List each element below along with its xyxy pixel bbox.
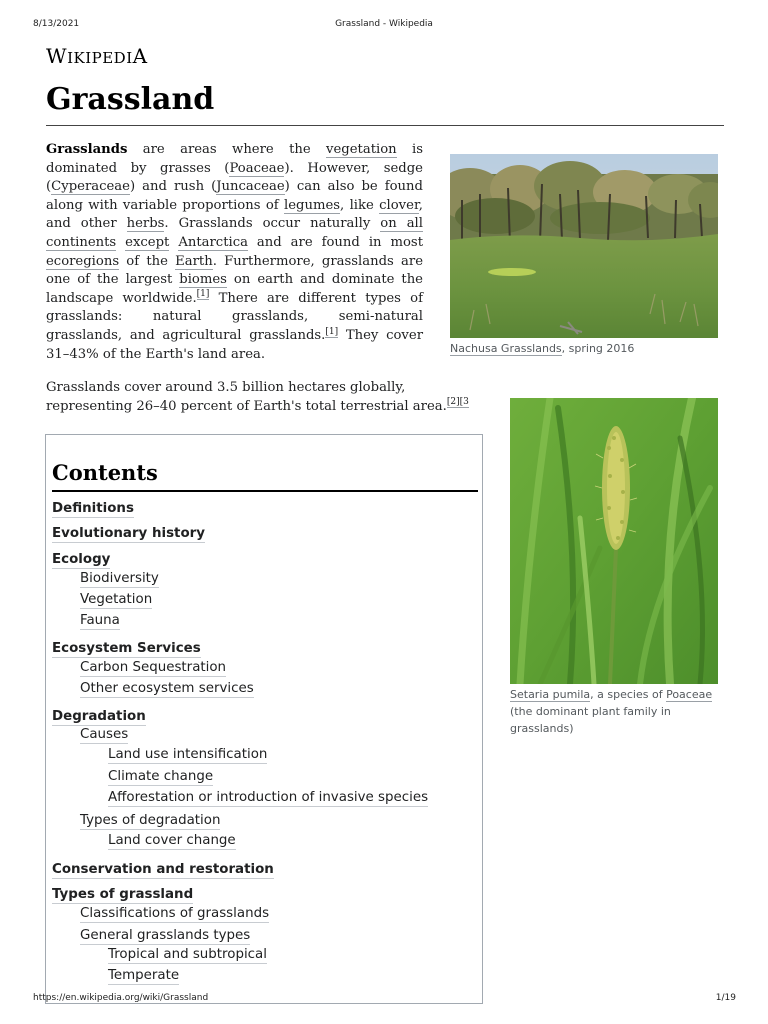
toc-item-biodiversity[interactable]: Biodiversity (80, 571, 159, 586)
print-url: https://en.wikipedia.org/wiki/Grassland (33, 993, 209, 1003)
toc-item-general-grasslands-types[interactable]: General grasslands types (80, 928, 251, 943)
link-except[interactable]: except (125, 234, 170, 250)
toc-item-classifications-of-grasslands[interactable]: Classifications of grasslands (80, 906, 270, 921)
toc-item-definitions[interactable]: Definitions (52, 501, 134, 516)
link-poaceae-caption[interactable]: Poaceae (666, 688, 713, 701)
link-on-all-continents[interactable]: on all continents (46, 216, 423, 250)
toc-item-other-ecosystem-services[interactable]: Other ecosystem services (80, 681, 254, 696)
print-header (0, 19, 768, 31)
toc-item-ecology[interactable]: Ecology (52, 552, 111, 567)
print-page-number: 1/19 (715, 993, 736, 1003)
link-antarctica[interactable]: Antarctica (178, 234, 248, 250)
link-cyperaceae[interactable]: Cyperaceae (51, 179, 130, 195)
toc-item-climate-change[interactable]: Climate change (108, 769, 214, 784)
toc-item-degradation[interactable]: Degradation (52, 709, 146, 724)
citation-3[interactable]: [3 (459, 397, 469, 408)
figure-caption-setaria: Setaria pumila, a species of Poaceae (the dominant plant family in grasslands) (510, 688, 713, 735)
link-earth[interactable]: Earth (175, 253, 213, 269)
toc-item-types-of-degradation[interactable]: Types of degradation (80, 813, 221, 828)
citation-1[interactable]: [1] (196, 289, 210, 300)
setaria-pumila-photo[interactable] (510, 398, 718, 684)
link-biomes[interactable]: biomes (179, 272, 227, 288)
link-nachusa-grasslands[interactable]: Nachusa Grasslands (450, 342, 562, 355)
toc-title: Contents (52, 460, 158, 485)
toc-item-vegetation[interactable]: Vegetation (80, 592, 153, 607)
link-setaria-pumila[interactable]: Setaria pumila (510, 688, 591, 701)
link-clover[interactable]: clover (379, 197, 419, 213)
citation-1-again[interactable]: [1] (325, 326, 339, 337)
grassland-photo[interactable] (450, 154, 718, 338)
toc-item-carbon-sequestration[interactable]: Carbon Sequestration (80, 660, 227, 675)
toc-item-causes[interactable]: Causes (80, 727, 129, 742)
toc-divider (52, 490, 478, 492)
toc-item-temperate[interactable]: Temperate (108, 968, 180, 983)
citation-2[interactable]: [2] (446, 397, 460, 408)
second-paragraph: Grasslands cover around 3.5 billion hectares globally, representing 26–40 percent of Earth's total terrestrial area.$^{[2][3}$ (46, 380, 469, 414)
figure-nachusa-grasslands (450, 154, 718, 357)
print-date: 8/13/2021 (33, 19, 80, 29)
toc-item-tropical-and-subtropical[interactable]: Tropical and subtropical (108, 947, 267, 962)
toc-item-land-use-intensification[interactable]: Land use intensification (108, 747, 268, 762)
article-title: Grassland (46, 82, 215, 117)
link-juncaceae[interactable]: Juncaceae (216, 179, 285, 195)
print-page-title: Grassland - Wikipedia (335, 19, 433, 29)
table-of-contents (45, 434, 483, 1004)
title-divider (46, 125, 724, 126)
toc-item-evolutionary-history[interactable]: Evolutionary history (52, 526, 205, 541)
wikipedia-wordmark[interactable]: WIKIPEDIA (46, 44, 148, 68)
link-poaceae[interactable]: Poaceae (229, 160, 285, 176)
toc-item-fauna[interactable]: Fauna (80, 613, 120, 628)
toc-item-conservation-and-restoration[interactable]: Conservation and restoration (52, 862, 274, 877)
link-vegetation[interactable]: vegetation (326, 142, 397, 157)
toc-item-land-cover-change[interactable]: Land cover change (108, 833, 236, 848)
print-footer (0, 993, 768, 1005)
link-herbs[interactable]: herbs (126, 216, 165, 232)
toc-item-ecosystem-services[interactable]: Ecosystem Services (52, 641, 201, 656)
figure-caption-nachusa: Nachusa Grasslands, spring 2016 (450, 342, 635, 355)
toc-item-types-of-grassland[interactable]: Types of grassland (52, 887, 194, 902)
figure-setaria-pumila (510, 398, 718, 737)
toc-item-afforestation[interactable]: Afforestation or introduction of invasive species (108, 790, 429, 805)
lead-paragraph: Grasslands are areas where the vegetation is dominated by grasses (Poaceae). However, sedge (Cyperaceae) and rush (Juncaceae) can also be found along with variable proportions of legumes, like clover, and other herbs. Grasslands occur naturally on all continents except Antarctica and are found in most ecoregions of the Earth. Furthermore, grasslands are one of the largest biomes on earth and dominate the landscape worldwide.[1] There are different types of grasslands: natural grasslands, semi-natural grasslands, and agricultural grasslands.[1] They cover 31–43% of the Earth's land area. (46, 142, 423, 362)
link-legumes[interactable]: legumes (284, 197, 341, 213)
link-ecoregions[interactable]: ecoregions (46, 253, 120, 269)
